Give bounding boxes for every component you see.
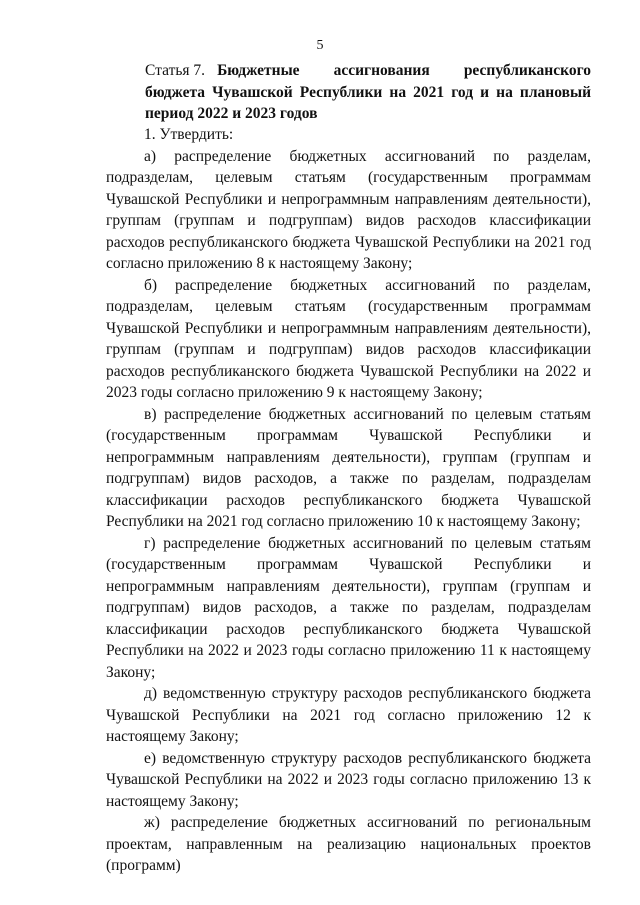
paragraph-item-b: б) распределение бюджетных ассигнований по разделам, подразделам, целевым статьям (государственным программам Чувашской Республики и непрограммным направлениям деятельности), группам (группам и подгруппам) видов расходов классификации расходов республиканского бюджета Чувашской Республики на 2022 и 2023 годы согласно приложению 9 к настоящему Закону; bbox=[106, 276, 591, 401]
paragraph-item-zh: ж) распределение бюджетных ассигнований по региональным проектам, направленным на реализацию национальных проектов (программ) bbox=[106, 814, 591, 874]
paragraph-item-g: г) распределение бюджетных ассигнований по целевым статьям (государственным программам Чувашской Республики и непрограммным направлениям деятельности), группам (группам и подгруппам) видов расходов, а также по разделам, подразделам классификации расходов республиканского бюджета Чувашской Республики на 2022 и 2023 годы согласно приложению 11 к настоящему Закону; bbox=[106, 534, 591, 681]
paragraph-item-v: в) распределение бюджетных ассигнований по целевым статьям (государственным программам Чувашской Республики и непрограммным направлениям деятельности), группам (группам и подгруппам) видов расходов, а также по разделам, подразделам классификации расходов республиканского бюджета Чувашской Республики на 2021 год согласно приложению 10 к настоящему Закону; bbox=[106, 405, 591, 530]
paragraph-intro: 1. Утвердить: bbox=[144, 126, 234, 143]
paragraph-item-a: а) распределение бюджетных ассигнований по разделам, подразделам, целевым статьям (государственным программам Чувашской Республики и непрограммным направлениям деятельности), группам (группам и подгруппам) видов расходов классификации расходов республиканского бюджета Чувашской Республики на 2021 год согласно приложению 8 к настоящему Закону; bbox=[106, 147, 591, 272]
article-body bbox=[106, 124, 591, 877]
article-title: Бюджетные ассигнования республиканского бюджета Чувашской Республики на 2021 год и на плановый период 2022 и 2023 годов bbox=[145, 62, 591, 122]
page-number: 5 bbox=[316, 38, 324, 53]
paragraph-item-d: д) ведомственную структуру расходов республиканского бюджета Чувашской Республики на 2021 год согласно приложению 12 к настоящему Закону; bbox=[106, 685, 591, 745]
paragraph-item-e: е) ведомственную структуру расходов республиканского бюджета Чувашской Республики на 2022 и 2023 годы согласно приложению 13 к настоящему Закону; bbox=[106, 749, 591, 810]
article-label: Статья 7. bbox=[145, 62, 206, 79]
article-heading bbox=[145, 60, 591, 125]
